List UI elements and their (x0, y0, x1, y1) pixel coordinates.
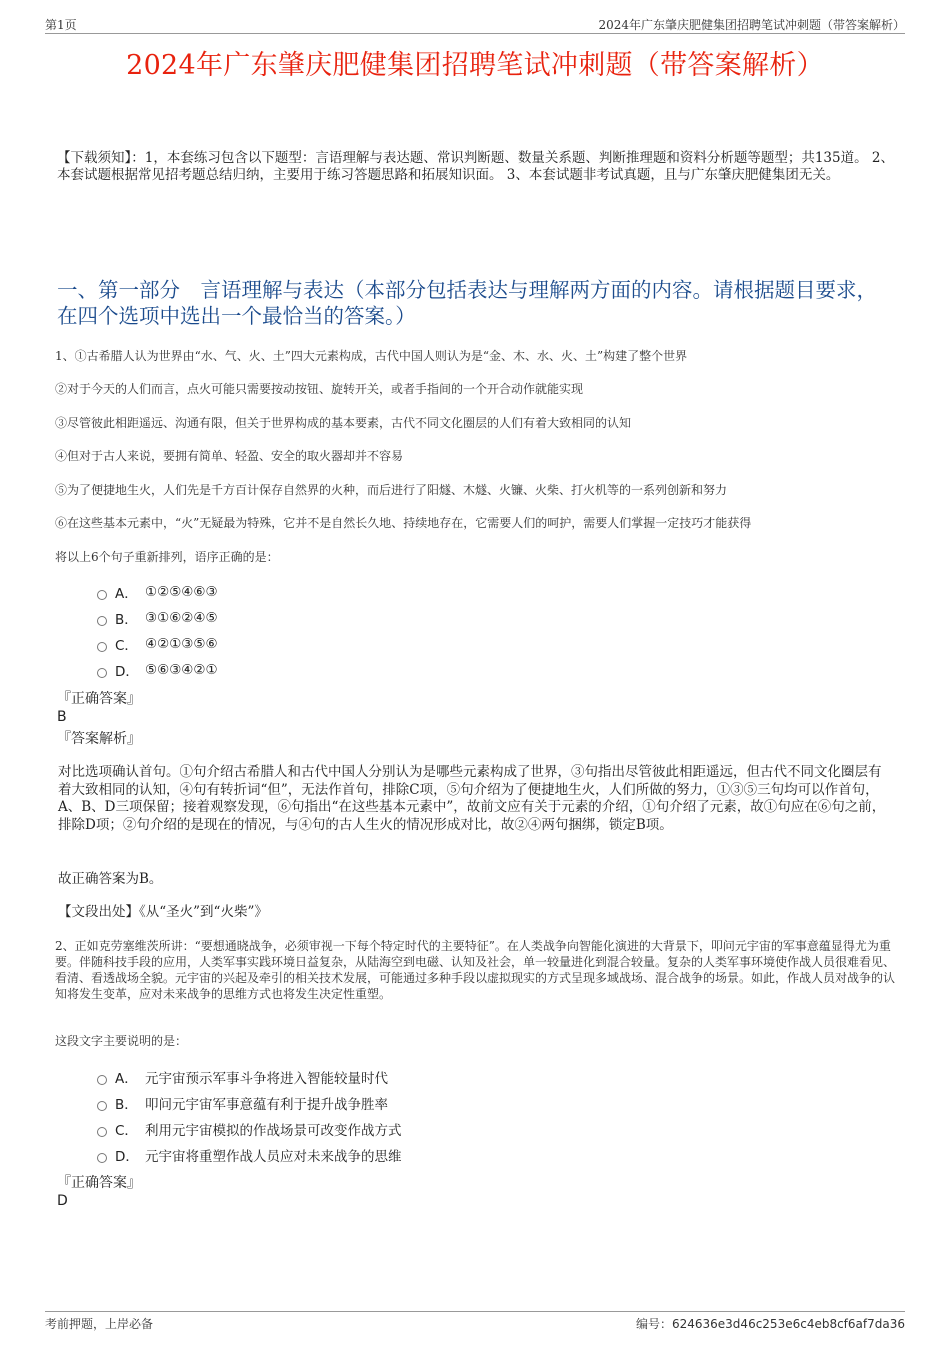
option-letter: A． (115, 586, 138, 602)
radio-icon[interactable] (97, 1075, 107, 1085)
page-header (45, 14, 905, 34)
section-heading: 一、第一部分 言语理解与表达（本部分包括表达与理解两方面的内容。请根据题目要求，在四个选项中选出一个最恰当的答案。） (57, 278, 877, 328)
option-text: ④②①③⑤⑥ (145, 636, 218, 652)
q1-sentence-3: ③尽管彼此相距遥远、沟通有限，但关于世界构成的基本要素，古代不同文化圈层的人们有着大致相同的认知 (55, 416, 632, 430)
q1-analysis: 对比选项确认首句。①句介绍古希腊人和古代中国人分别认为是哪些元素构成了世界，③句指出尽管彼此相距遥远，但古代不同文化圈层有着大致相同的认知，④句有转折词“但”，无法作首句，排除C项，⑤句介绍为了便捷地生火，人们所做的努力，①③⑤三句均可以作首句，A、B、D三项保留；接着观察发现，⑥句指出“在这些基本元素中”，故前文应有关于元素的介绍，①句介绍了元素，故①句应在⑥句之前，排除D项；②句介绍的是现在的情况，与④句的古人生火的情况形成对比，故②④两句捆绑，锁定B项。 (58, 764, 886, 833)
code-label: 编号： (635, 1317, 672, 1331)
document-title: 2024年广东肇庆肥健集团招聘笔试冲刺题（带答案解析） (126, 50, 824, 81)
radio-icon[interactable] (97, 616, 107, 626)
q1-prompt: 将以上6个句子重新排列，语序正确的是： (55, 550, 279, 564)
radio-icon[interactable] (97, 1101, 107, 1111)
q1-option-a[interactable] (97, 579, 797, 605)
page-number: 第1页 (45, 18, 77, 32)
option-text: ①②⑤④⑥③ (145, 584, 218, 600)
footer-code (636, 1315, 905, 1332)
option-letter: D． (115, 1149, 139, 1165)
q1-answer-label: 『正确答案』 (57, 691, 141, 707)
q2-options (97, 1064, 797, 1168)
q2-option-a[interactable] (97, 1064, 797, 1090)
option-letter: B． (115, 612, 138, 628)
q1-option-b[interactable] (97, 605, 797, 631)
option-letter: C． (115, 1123, 138, 1139)
option-text: 利用元宇宙模拟的作战场景可改变作战方式 (145, 1123, 402, 1139)
option-text: 元宇宙将重塑作战人员应对未来战争的思维 (145, 1149, 402, 1165)
radio-icon[interactable] (97, 642, 107, 652)
q2-answer: D (57, 1193, 68, 1209)
q1-option-c[interactable] (97, 631, 797, 657)
option-text: ③①⑥②④⑤ (145, 610, 218, 626)
download-notice: 【下载须知】：1，本套练习包含以下题型：言语理解与表达题、常识判断题、数量关系题、判断推理题和资料分析题等题型；共135道。 2、本套试题根据常见招考题总结归纳，主要用于练习答题思路和拓展知识面。 3、本套试题非考试真题，且与广东肇庆肥健集团无关。 (57, 150, 894, 183)
option-letter: A． (115, 1071, 138, 1087)
option-text: 叩问元宇宙军事意蕴有利于提升战争胜率 (145, 1097, 388, 1113)
q1-analysis-label: 『答案解析』 (57, 731, 141, 747)
q2-stem: 2、正如克劳塞维茨所讲：“要想通晓战争，必须审视一下每个特定时代的主要特征”。在人类战争向智能化演进的大背景下，叩问元宇宙的军事意蕴显得尤为重要。伴随科技手段的应用，人类军事实践环境日益复杂，从陆海空到电磁、认知及社会，单一较量进化到混合较量。复杂的人类军事环境使作战人员很难看见、看清、看透战场全貌。元宇宙的兴起及牵引的相关技术发展，可能通过多种手段以虚拟现实的方式呈现多域战场、混合战争的场景。如此，作战人员对战争的认知将发生变革，应对未来战争的思维方式也将发生决定性重塑。 (55, 939, 896, 1001)
radio-icon[interactable] (97, 1153, 107, 1163)
page-footer (45, 1311, 905, 1333)
q1-sentence-4: ④但对于古人来说，要拥有简单、轻盈、安全的取火器却并不容易 (55, 449, 404, 463)
option-letter: C． (115, 638, 138, 654)
q2-option-d[interactable] (97, 1142, 797, 1168)
code-value: 624636e3d46c253e6c4eb8cf6af7da36 (671, 1317, 905, 1331)
option-letter: B． (115, 1097, 138, 1113)
q2-option-c[interactable] (97, 1116, 797, 1142)
radio-icon[interactable] (97, 668, 107, 678)
header-doc-title: 2024年广东肇庆肥健集团招聘笔试冲刺题（带答案解析） (598, 18, 905, 32)
radio-icon[interactable] (97, 590, 107, 600)
q1-source: 【文段出处】《从“圣火”到“火柴”》 (58, 904, 268, 920)
q2-answer-label: 『正确答案』 (57, 1175, 141, 1191)
option-letter: D． (115, 664, 139, 680)
q1-option-d[interactable] (97, 657, 797, 683)
q1-answer: B (57, 709, 67, 725)
q1-conclusion: 故正确答案为B。 (58, 871, 163, 887)
option-text: 元宇宙预示军事斗争将进入智能较量时代 (145, 1071, 388, 1087)
q2-prompt: 这段文字主要说明的是： (55, 1034, 188, 1048)
radio-icon[interactable] (97, 1127, 107, 1137)
q1-sentence-5: ⑤为了便捷地生火，人们先是千方百计保存自然界的火种，而后进行了阳燧、木燧、火镰、火柴、打火机等的一系列创新和努力 (55, 483, 728, 497)
footer-slogan: 考前押题，上岸必备 (45, 1317, 154, 1331)
q1-options (97, 579, 797, 683)
q1-sentence-1: 1、①古希腊人认为世界由“水、气、火、土”四大元素构成，古代中国人则认为是“金、木、水、火、土”构建了整个世界 (55, 349, 688, 363)
q2-option-b[interactable] (97, 1090, 797, 1116)
option-text: ⑤⑥③④②① (145, 662, 218, 678)
q1-sentence-2: ②对于今天的人们而言，点火可能只需要按动按钮、旋转开关，或者手指间的一个开合动作就能实现 (55, 382, 584, 396)
q1-sentence-6: ⑥在这些基本元素中，“火”无疑最为特殊，它并不是自然长久地、持续地存在，它需要人们的呵护，需要人们掌握一定技巧才能获得 (55, 516, 752, 530)
